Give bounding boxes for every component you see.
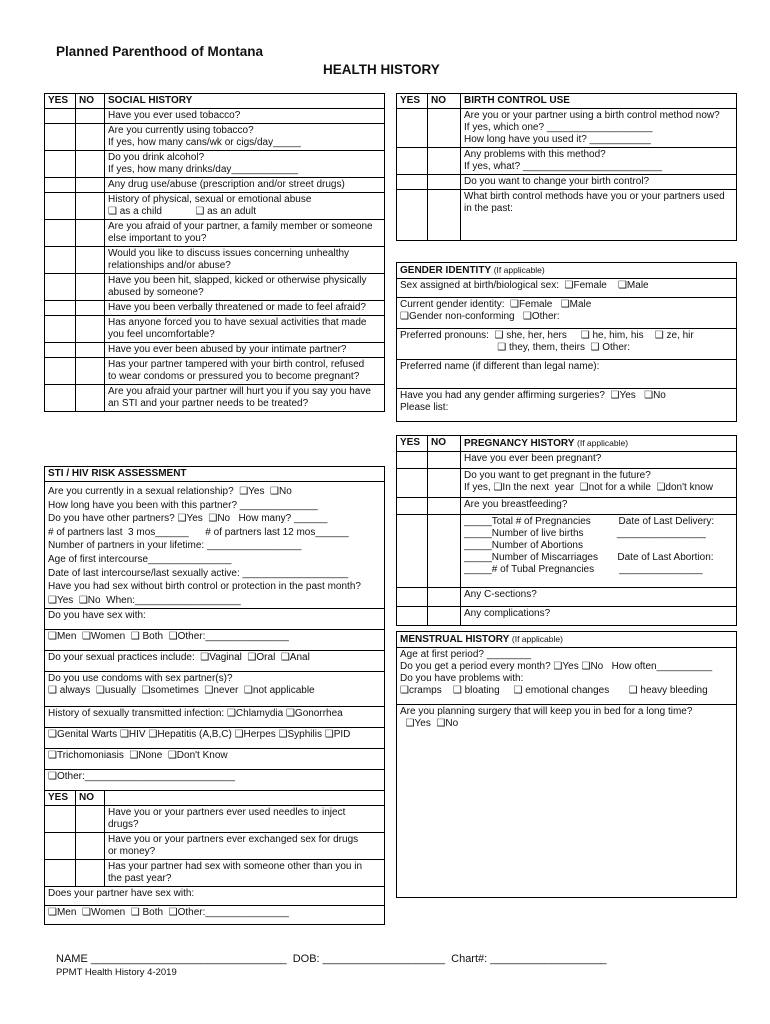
yes-checkbox-cell[interactable] xyxy=(397,469,428,498)
text-line: Have you or your partners ever exchanged sex for drugs xyxy=(108,834,359,846)
organization-name: Planned Parenthood of Montana xyxy=(56,44,264,59)
social-question-row xyxy=(45,151,385,178)
sti-block-row xyxy=(45,482,385,609)
yes-column-header: YES xyxy=(397,94,428,109)
question-text xyxy=(461,452,737,469)
text-line: History of sexually transmitted infection: ❑Chlamydia ❑Gonorrhea xyxy=(48,708,343,720)
text-line: Any problems with this method? xyxy=(464,149,606,160)
yes-checkbox-cell[interactable] xyxy=(45,806,76,833)
no-checkbox-cell[interactable] xyxy=(428,148,461,175)
bc-question-row xyxy=(397,148,737,175)
question-text xyxy=(105,151,385,178)
text-line: or money? xyxy=(108,846,156,858)
sti-question-row xyxy=(45,728,385,749)
gender-question-row xyxy=(397,298,737,329)
text-line: Have you or your partners ever used needles to inject xyxy=(108,807,346,819)
yes-column-header: YES xyxy=(397,436,428,452)
text-line: If yes, what? _________________________ xyxy=(464,161,662,172)
question-text xyxy=(105,274,385,301)
yes-checkbox-cell[interactable] xyxy=(45,247,76,274)
no-checkbox-cell[interactable] xyxy=(428,452,461,469)
sti-risk-table xyxy=(44,466,385,925)
birth-control-table xyxy=(396,93,737,241)
sti-yesno-row xyxy=(45,860,385,887)
partner-sex-question-row xyxy=(45,887,385,906)
text-line: in the past: xyxy=(464,203,513,214)
question-text[interactable] xyxy=(45,770,385,791)
text-line: Are you breastfeeding? xyxy=(464,499,568,510)
question-text[interactable] xyxy=(397,705,737,898)
gender-question-row xyxy=(397,389,737,422)
text-line: History of physical, sexual or emotional abuse xyxy=(108,194,312,205)
question-text[interactable] xyxy=(397,389,737,422)
no-checkbox-cell[interactable] xyxy=(76,274,105,301)
text-line: Has your partner tampered with your birth control, refused xyxy=(108,359,365,370)
question-text[interactable] xyxy=(45,749,385,770)
no-checkbox-cell[interactable] xyxy=(76,301,105,316)
text-line: What birth control methods have you or your partners used xyxy=(464,191,725,202)
question-text[interactable] xyxy=(397,298,737,329)
text-line: _____# of Tubal Pregnancies _______________ xyxy=(464,564,703,575)
text-line: _____Number of live births ________________ xyxy=(464,528,706,539)
question-text xyxy=(105,385,385,412)
text-line: _____Total # of Pregnancies Date of Last Delivery: xyxy=(464,516,715,527)
text-line: Does your partner have sex with: xyxy=(48,888,195,900)
yes-checkbox-cell[interactable] xyxy=(45,109,76,124)
yes-checkbox-cell[interactable] xyxy=(397,607,428,626)
yes-column-header: YES xyxy=(45,94,76,109)
social-question-row xyxy=(45,316,385,343)
yes-checkbox-cell[interactable] xyxy=(45,343,76,358)
text-line: Preferred name (if different than legal name): xyxy=(400,361,600,372)
yes-checkbox-cell[interactable] xyxy=(45,274,76,301)
text-line: Would you like to discuss issues concerning unhealthy xyxy=(108,248,350,259)
text-line: How long have you been with this partner? ______________ xyxy=(48,499,318,511)
yes-checkbox-cell[interactable] xyxy=(397,148,428,175)
text-line: Have you ever used tobacco? xyxy=(108,110,241,121)
text-line: drugs? xyxy=(108,819,139,831)
social-history-heading: SOCIAL HISTORY xyxy=(105,94,385,109)
text-line: ❑cramps ❑ bloating ❑ emotional changes ❑ heavy bleeding xyxy=(400,685,708,696)
yes-checkbox-cell[interactable] xyxy=(45,193,76,220)
question-text[interactable] xyxy=(45,630,385,651)
text-line: ❑Gender non-conforming ❑Other: xyxy=(400,311,560,322)
social-question-row xyxy=(45,220,385,247)
question-text[interactable] xyxy=(397,360,737,389)
text-line: ❑Other:___________________________ xyxy=(48,771,235,783)
question-text xyxy=(105,301,385,316)
preg-header-row xyxy=(397,436,737,452)
pregnancy-question-row xyxy=(397,607,737,626)
question-text xyxy=(461,109,737,148)
social-question-row xyxy=(45,274,385,301)
question-text xyxy=(105,193,385,220)
yes-checkbox-cell[interactable] xyxy=(45,151,76,178)
yes-checkbox-cell[interactable] xyxy=(45,860,76,887)
no-checkbox-cell[interactable] xyxy=(428,175,461,190)
social-question-row xyxy=(45,178,385,193)
text-line: Are you afraid of your partner, a family member or someone xyxy=(108,221,373,232)
text-line: Are you currently in a sexual relationship? ❑Yes ❑No xyxy=(48,486,292,497)
no-checkbox-cell[interactable] xyxy=(428,515,461,588)
text-line: ❑ they, them, theirs ❑ Other: xyxy=(400,342,631,353)
question-text xyxy=(461,515,737,588)
form-id: PPMT Health History 4-2019 xyxy=(56,967,177,978)
no-checkbox-cell[interactable] xyxy=(76,316,105,343)
yes-checkbox-cell[interactable] xyxy=(397,175,428,190)
text-line: Have you had sex without birth control or protection in the past month? xyxy=(48,581,361,593)
text-line: Have you ever been pregnant? xyxy=(464,453,602,464)
gender-heading-row xyxy=(397,263,737,279)
text-line: Any complications? xyxy=(464,608,551,619)
text-line: Do you have problems with: xyxy=(400,673,524,684)
yes-checkbox-cell[interactable] xyxy=(45,833,76,860)
no-column-header: NO xyxy=(428,94,461,109)
text-line: Do your sexual practices include: ❑Vaginal ❑Oral ❑Anal xyxy=(48,652,310,664)
yes-checkbox-cell[interactable] xyxy=(45,316,76,343)
text-line: Do you want to get pregnant in the future? xyxy=(464,470,651,481)
sti-question-row xyxy=(45,651,385,672)
sti-question-row xyxy=(45,630,385,651)
text-line: Are you planning surgery that will keep you in bed for a long time? xyxy=(400,706,693,717)
question-text[interactable] xyxy=(397,279,737,298)
no-checkbox-cell[interactable] xyxy=(76,193,105,220)
sti-question-row xyxy=(45,770,385,791)
yes-checkbox-cell[interactable] xyxy=(397,190,428,241)
text-line: ❑Yes ❑No xyxy=(400,718,459,729)
sti-question-row xyxy=(45,672,385,707)
no-checkbox-cell[interactable] xyxy=(76,220,105,247)
pregnancy-question-row xyxy=(397,515,737,588)
no-checkbox-cell[interactable] xyxy=(76,343,105,358)
text-line: Preferred pronouns: ❑ she, her, hers ❑ he, him, his ❑ ze, hir xyxy=(400,330,694,341)
gender-question-row xyxy=(397,329,737,360)
question-text xyxy=(105,124,385,151)
gender-question-row xyxy=(397,279,737,298)
text-line: ❑Genital Warts ❑HIV ❑Hepatitis (A,B,C) ❑Herpes ❑Syphilis ❑PID xyxy=(48,729,351,741)
text-line: Have you been verbally threatened or made to feel afraid? xyxy=(108,302,366,313)
question-text[interactable] xyxy=(397,329,737,360)
no-checkbox-cell[interactable] xyxy=(428,588,461,607)
sti-question-row xyxy=(45,707,385,728)
spacer xyxy=(105,791,385,806)
sti-yesno-row xyxy=(45,806,385,833)
social-question-row xyxy=(45,301,385,316)
no-checkbox-cell[interactable] xyxy=(76,385,105,412)
text-line: If yes, ❑In the next year ❑not for a while ❑don't know xyxy=(464,482,713,493)
question-text xyxy=(105,860,385,887)
question-text xyxy=(105,343,385,358)
question-text[interactable] xyxy=(45,672,385,707)
social-question-row xyxy=(45,358,385,385)
text-line: an STI and your partner needs to be treated? xyxy=(108,398,309,409)
no-checkbox-cell[interactable] xyxy=(428,190,461,241)
no-checkbox-cell[interactable] xyxy=(76,178,105,193)
pregnancy-question-row xyxy=(397,452,737,469)
yes-checkbox-cell[interactable] xyxy=(45,385,76,412)
text-line: Has anyone forced you to have sexual activities that made xyxy=(108,317,367,328)
question-text xyxy=(105,806,385,833)
text-line: Have you had any gender affirming surgeries? ❑Yes ❑No xyxy=(400,390,666,401)
social-question-row xyxy=(45,247,385,274)
gender-identity-heading: GENDER IDENTITY (If applicable) xyxy=(397,263,737,279)
sti-question-row xyxy=(45,609,385,630)
question-text xyxy=(105,316,385,343)
text-line: ❑Men ❑Women ❑ Both ❑Other:_______________ xyxy=(48,631,289,643)
text-line: to wear condoms or pressured you to become pregnant? xyxy=(108,371,360,382)
no-checkbox-cell[interactable] xyxy=(76,109,105,124)
question-text xyxy=(105,109,385,124)
no-column-header: NO xyxy=(76,791,105,806)
yes-checkbox-cell[interactable] xyxy=(397,588,428,607)
text-line: Have you ever been abused by your intimate partner? xyxy=(108,344,347,355)
text-line: ❑ always ❑usually ❑sometimes ❑never ❑not applicable xyxy=(48,685,315,697)
text-line: Any drug use/abuse (prescription and/or street drugs) xyxy=(108,179,345,190)
no-column-header: NO xyxy=(76,94,105,109)
menstrual-question-row xyxy=(397,648,737,705)
no-checkbox-cell[interactable] xyxy=(76,247,105,274)
question-text xyxy=(105,220,385,247)
bc-header-row xyxy=(397,94,737,109)
no-checkbox-cell[interactable] xyxy=(76,358,105,385)
text-line: Have you been hit, slapped, kicked or otherwise physically xyxy=(108,275,367,286)
text-line: Date of last intercourse/last sexually active: ___________________ xyxy=(48,567,349,579)
no-checkbox-cell[interactable] xyxy=(428,109,461,148)
bc-question-row xyxy=(397,109,737,148)
question-text[interactable] xyxy=(45,707,385,728)
no-checkbox-cell[interactable] xyxy=(76,124,105,151)
question-text xyxy=(461,148,737,175)
text-line: If yes, how many cans/wk or cigs/day_____ xyxy=(108,137,301,148)
birth-control-heading: BIRTH CONTROL USE xyxy=(461,94,737,109)
question-text[interactable] xyxy=(397,648,737,705)
social-history-table xyxy=(44,93,385,412)
text-line: Do you get a period every month? ❑Yes ❑No How often__________ xyxy=(400,661,713,672)
no-checkbox-cell[interactable] xyxy=(76,833,105,860)
question-text xyxy=(461,190,737,241)
question-text xyxy=(461,588,737,607)
question-text[interactable] xyxy=(45,728,385,749)
yes-checkbox-cell[interactable] xyxy=(397,452,428,469)
yes-checkbox-cell[interactable] xyxy=(45,301,76,316)
no-checkbox-cell[interactable] xyxy=(428,469,461,498)
text-line: Has your partner had sex with someone other than you in xyxy=(108,861,363,873)
pregnancy-history-table xyxy=(396,435,737,626)
question-text xyxy=(461,175,737,190)
text-line: Do you drink alcohol? xyxy=(108,152,205,163)
question-text[interactable] xyxy=(45,651,385,672)
question-text xyxy=(461,498,737,515)
no-checkbox-cell[interactable] xyxy=(428,498,461,515)
text-line: Do you use condoms with sex partner(s)? xyxy=(48,673,233,685)
text-line: Are you currently using tobacco? xyxy=(108,125,254,136)
text-line: _____Number of Miscarriages Date of Last Abortion: xyxy=(464,552,714,563)
question-text xyxy=(105,178,385,193)
social-question-row xyxy=(45,193,385,220)
patient-info-line[interactable]: NAME ________________________________ DOB: ____________________ Chart#: ___________________ xyxy=(56,953,607,965)
text-line: Please list: xyxy=(400,402,449,413)
question-text xyxy=(105,247,385,274)
text-line: _____Number of Abortions xyxy=(464,540,583,551)
no-checkbox-cell[interactable] xyxy=(428,607,461,626)
text-line: Age of first intercourse_______________ xyxy=(48,553,232,565)
yes-column-header: YES xyxy=(45,791,76,806)
text-line: Are you or your partner using a birth control method now? xyxy=(464,110,720,121)
sti-yesno-header-row xyxy=(45,791,385,806)
text-line: else important to you? xyxy=(108,233,207,244)
text-line: ❑Yes ❑No When:___________________ xyxy=(48,594,241,606)
bc-question-row xyxy=(397,175,737,190)
text-line: Sex assigned at birth/biological sex: ❑Female ❑Male xyxy=(400,280,649,291)
partner-sex-options[interactable] xyxy=(45,906,385,925)
sti-question-block[interactable] xyxy=(45,482,385,609)
pregnancy-history-heading: PREGNANCY HISTORY (If applicable) xyxy=(461,436,737,452)
text-line: Do you want to change your birth control? xyxy=(464,176,650,187)
yes-checkbox-cell[interactable] xyxy=(45,220,76,247)
social-question-row xyxy=(45,109,385,124)
question-text xyxy=(461,607,737,626)
partner-sex-options-row xyxy=(45,906,385,925)
text-line: Do you have other partners? ❑Yes ❑No How many? ______ xyxy=(48,513,328,525)
menstrual-question-row xyxy=(397,705,737,898)
question-text xyxy=(461,469,737,498)
no-checkbox-cell[interactable] xyxy=(76,860,105,887)
yes-checkbox-cell[interactable] xyxy=(397,498,428,515)
pregnancy-question-row xyxy=(397,469,737,498)
text-line: Number of partners in your lifetime: _________________ xyxy=(48,540,302,552)
menstrual-heading-row xyxy=(397,632,737,648)
text-line: ❑Trichomoniasis ❑None ❑Don't Know xyxy=(48,750,228,762)
pregnancy-question-row xyxy=(397,498,737,515)
text-line: Any C-sections? xyxy=(464,589,537,600)
yes-checkbox-cell[interactable] xyxy=(45,358,76,385)
text-line: How long have you used it? ___________ xyxy=(464,134,651,145)
social-question-row xyxy=(45,343,385,358)
no-checkbox-cell[interactable] xyxy=(76,806,105,833)
text-line: abused by someone? xyxy=(108,287,204,298)
social-question-row xyxy=(45,124,385,151)
no-checkbox-cell[interactable] xyxy=(76,151,105,178)
yes-checkbox-cell[interactable] xyxy=(397,515,428,588)
social-question-row xyxy=(45,385,385,412)
question-text xyxy=(105,833,385,860)
yes-checkbox-cell[interactable] xyxy=(45,124,76,151)
text-line: Do you have sex with: xyxy=(48,610,146,622)
gender-question-row xyxy=(397,360,737,389)
bc-question-row xyxy=(397,190,737,241)
text-line: Are you afraid your partner will hurt you if you say you have xyxy=(108,386,371,397)
form-title: HEALTH HISTORY xyxy=(323,62,440,77)
yes-checkbox-cell[interactable] xyxy=(45,178,76,193)
text-line: # of partners last 3 mos______ # of partners last 12 mos______ xyxy=(48,526,349,538)
sti-heading: STI / HIV RISK ASSESSMENT xyxy=(45,467,385,482)
sti-yesno-row xyxy=(45,833,385,860)
no-column-header: NO xyxy=(428,436,461,452)
sti-question-row xyxy=(45,749,385,770)
sti-heading-row xyxy=(45,467,385,482)
social-header-row xyxy=(45,94,385,109)
question-text[interactable] xyxy=(45,609,385,630)
text-line: ❑ as a child ❑ as an adult xyxy=(108,206,256,217)
text-line: ❑Men ❑Women ❑ Both ❑Other:_______________ xyxy=(48,907,289,919)
pregnancy-question-row xyxy=(397,588,737,607)
text-line: If yes, how many drinks/day____________ xyxy=(108,164,299,175)
menstrual-history-table xyxy=(396,631,737,898)
text-line: Current gender identity: ❑Female ❑Male xyxy=(400,299,592,310)
yes-checkbox-cell[interactable] xyxy=(397,109,428,148)
text-line: you feel uncomfortable? xyxy=(108,329,215,340)
text-line: relationships and/or abuse? xyxy=(108,260,231,271)
gender-identity-table xyxy=(396,262,737,422)
text-line: If yes, which one? ___________________ xyxy=(464,122,653,133)
text-line: the past year? xyxy=(108,873,172,885)
menstrual-history-heading: MENSTRUAL HISTORY (If applicable) xyxy=(397,632,737,648)
text-line: Age at first period? ________ xyxy=(400,649,532,660)
partner-sex-question[interactable] xyxy=(45,887,385,906)
question-text xyxy=(105,358,385,385)
